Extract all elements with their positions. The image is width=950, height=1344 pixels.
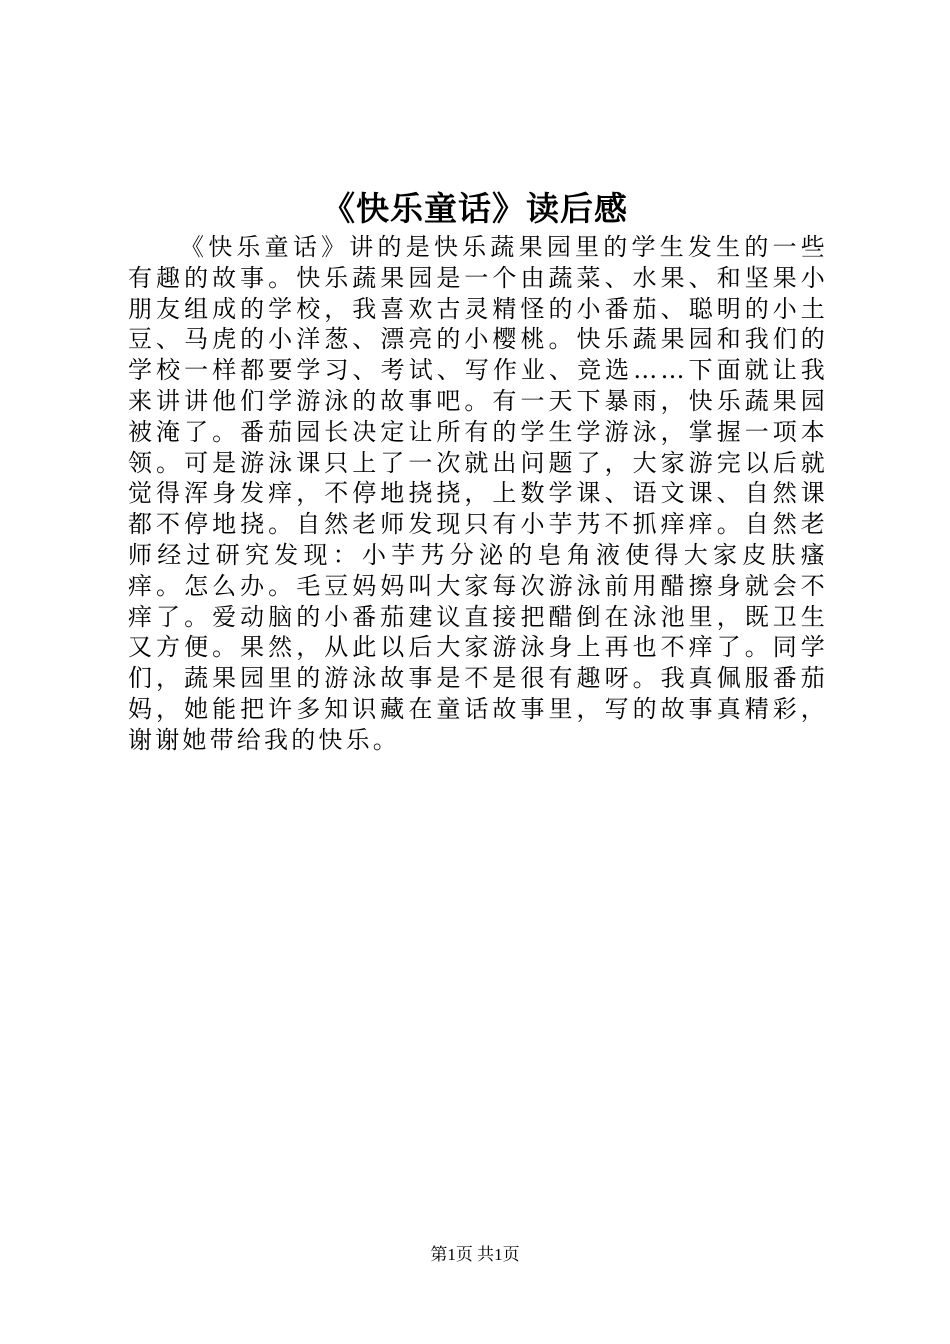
page-title: 《快乐童话》读后感 [322,189,628,228]
body-paragraph: 《快乐童话》讲的是快乐蔬果园里的学生发生的一些有趣的故事。快乐蔬果园是一个由蔬菜、水果、和坚果小朋友组成的学校，我喜欢古灵精怪的小番茄、聪明的小土豆、马虎的小洋葱、漂亮的小樱桃。快乐蔬果园和我们的学校一样都要学习、考试、写作业、竞选……下面就让我来讲讲他们学游泳的故事吧。有一天下暴雨，快乐蔬果园被淹了。番茄园长决定让所有的学生学游泳，掌握一项本领。可是游泳课只上了一次就出问题了，大家游完以后就觉得浑身发痒，不停地挠挠，上数学课、语文课、自然课都不停地挠。自然老师发现只有小芋艿不抓痒痒。自然老师经过研究发现：小芋艿分泌的皂角液使得大家皮肤瘙痒。怎么办。毛豆妈妈叫大家每次游泳前用醋擦身就会不痒了。爱动脑的小番茄建议直接把醋倒在泳池里，既卫生又方便。果然，从此以后大家游泳身上再也不痒了。同学们，蔬果园里的游泳故事是不是很有趣呀。我真佩服番茄妈，她能把许多知识藏在童话故事里，写的故事真精彩，谢谢她带给我的快乐。 [128,233,828,754]
page-number-footer: 第1页 共1页 [430,1245,520,1264]
